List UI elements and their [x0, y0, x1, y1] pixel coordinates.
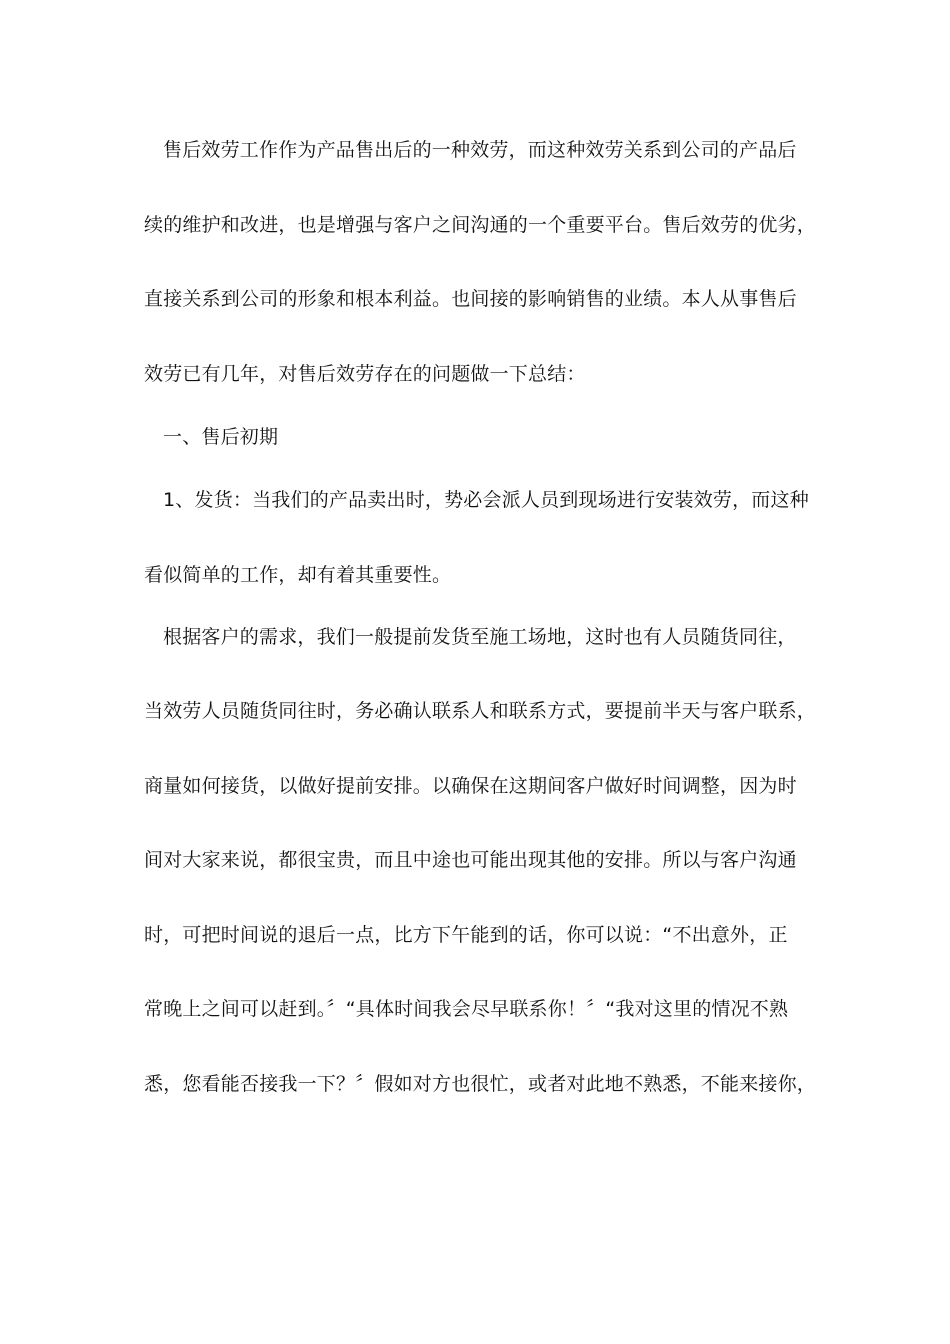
section-heading: 一、售后初期 [163, 426, 279, 448]
paragraph-line-14: 悉，您看能否接我一下？〞假如对方也很忙，或者对此地不熟悉，不能来接你， [144, 1073, 817, 1095]
paragraph-line-4: 效劳已有几年，对售后效劳存在的问题做一下总结： [144, 363, 586, 385]
paragraph-line-7: 看似简单的工作，却有着其重要性。 [144, 564, 452, 586]
paragraph-line-1: 售后效劳工作作为产品售出后的一种效劳，而这种效劳关系到公司的产品后 [163, 139, 797, 161]
paragraph-line-10: 商量如何接货，以做好提前安排。以确保在这期间客户做好时间调整，因为时 [144, 775, 797, 797]
paragraph-line-8: 根据客户的需求，我们一般提前发货至施工场地，这时也有人员随货同往， [163, 626, 797, 648]
paragraph-line-11: 间对大家来说，都很宝贵，而且中途也可能出现其他的安排。所以与客户沟通 [144, 849, 797, 871]
paragraph-line-9: 当效劳人员随货同往时，务必确认联系人和联系方式，要提前半天与客户联系， [144, 700, 817, 722]
paragraph-line-12: 时，可把时间说的退后一点，比方下午能到的话，你可以说：“不出意外，正 [144, 924, 788, 946]
paragraph-line-2: 续的维护和改进，也是增强与客户之间沟通的一个重要平台。售后效劳的优劣， [144, 214, 817, 236]
paragraph-line-6: 1、发货：当我们的产品卖出时，势必会派人员到现场进行安装效劳，而这种 [163, 489, 809, 511]
paragraph-line-13: 常晚上之间可以赶到。〞“具体时间我会尽早联系你！〞“我对这里的情况不熟 [144, 998, 789, 1020]
paragraph-line-3: 直接关系到公司的形象和根本利益。也间接的影响销售的业绩。本人从事售后 [144, 288, 797, 310]
